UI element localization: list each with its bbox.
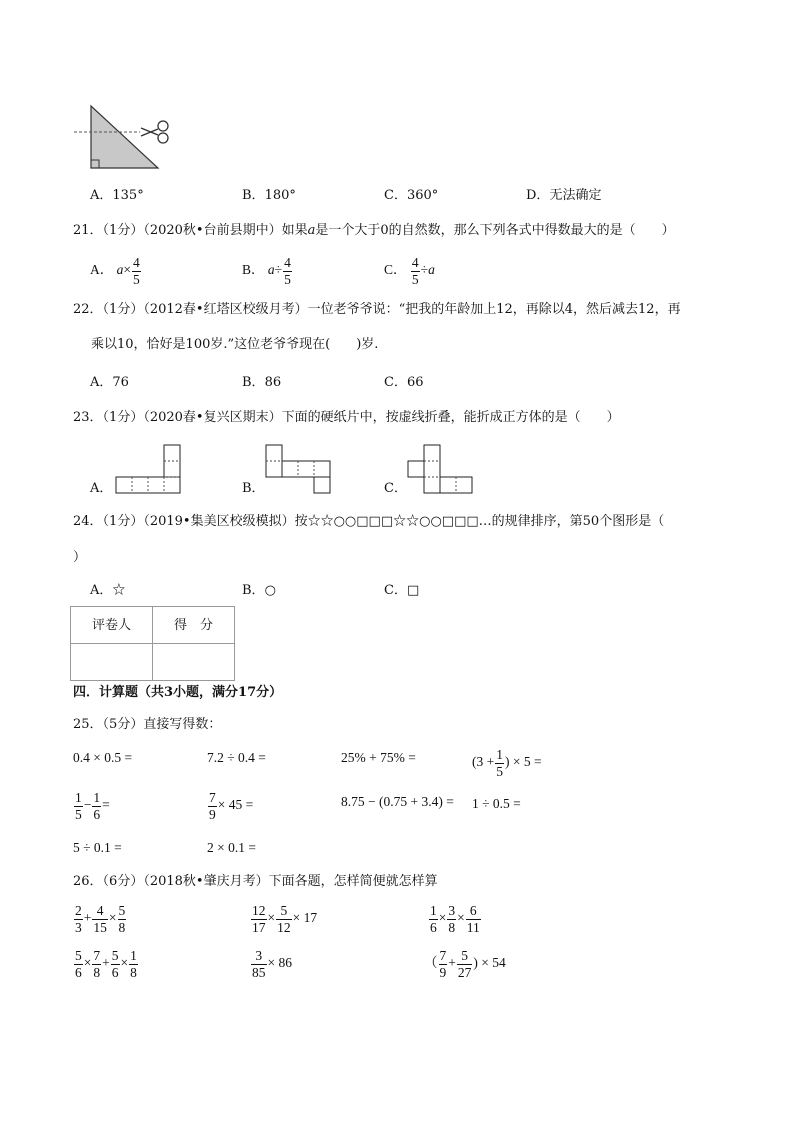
q25-expr-5: $\frac{1}{5}$ − $\frac{1}{6}$ = (75, 790, 110, 822)
q20-option-d: D．无法确定 (526, 188, 602, 203)
q24-option-a: A．☆ (90, 583, 126, 598)
q25-expr-2: 7.2 ÷ 0.4 = (207, 750, 266, 765)
q23-net-c (408, 445, 474, 495)
q23-option-b-label: B． (242, 481, 265, 496)
grader-cell[interactable] (71, 644, 153, 681)
q20-option-a: A．135° (90, 188, 144, 203)
triangle-cut-figure (70, 100, 180, 175)
q24-option-b: B．○ (242, 583, 276, 598)
q24-stem: 24．（1分）（2019•集美区校级模拟）按☆☆○○□□□☆☆○○□□□…的规律排序，第50个图形是（ (73, 514, 665, 529)
q24-option-c: C．□ (384, 583, 420, 598)
q25-expr-1: 0.4 × 0.5 = (73, 750, 133, 765)
score-table (70, 606, 235, 681)
q20-option-b: B．180° (242, 188, 296, 203)
scissors-icon (141, 121, 168, 143)
q22-option-b: B．86 (242, 375, 282, 390)
q21-stem: 21．（1分）（2020秋•台前县期中）如果a是一个大于0的自然数，那么下列各式中得数最大的是（ ） (73, 223, 675, 238)
q23-option-a-label: A． (90, 481, 113, 496)
q25-expr-10: 2 × 0.1 = (207, 840, 256, 855)
q22-stem-line1: 22．（1分）（2012春•红塔区校级月考）一位老爷爷说：“把我的年龄加上12，再除以4，然后减去12，再 (73, 302, 681, 317)
q23-net-a (116, 445, 182, 495)
q26-expr-3: $\frac{1}{6}$ × $\frac{3}{8}$ × $\frac{6}{11}$ (430, 903, 480, 935)
q25-expr-7: 8.75 − (0.75 + 3.4) = (341, 794, 454, 809)
q24-stem-end: ） (73, 550, 87, 565)
q23-stem: 23．（1分）（2020春•复兴区期末）下面的硬纸片中，按虚线折叠，能折成正方体的是（ ） (73, 410, 620, 425)
q25-expr-3: 25% + 75% = (341, 750, 416, 765)
q26-stem: 26．（6分）（2018秋•肇庆月考）下面各题，怎样简便就怎样算 (73, 874, 438, 889)
q25-stem: 25．（5分）直接写得数： (73, 717, 222, 732)
q21-option-b: B． a÷ $\frac{4}{5}$ (242, 255, 291, 287)
section4-title: 四．计算题（共3小题，满分17分） (73, 685, 283, 700)
right-triangle (91, 106, 158, 168)
score-header: 得 分 (153, 607, 235, 644)
q21-option-c: C． $\frac{4}{5}$ ÷a (384, 255, 435, 287)
q25-expr-9: 5 ÷ 0.1 = (73, 840, 122, 855)
q21-option-a: A． a× $\frac{4}{5}$ (90, 255, 140, 287)
q26-expr-6: （ $\frac{7}{9}$ + $\frac{5}{27}$ ) × 54 (424, 948, 506, 980)
q22-stem-line2: 乘以10，恰好是100岁.”这位老爷爷现在( )岁. (91, 337, 379, 352)
q25-expr-4: (3 + $\frac{1}{5}$ ) × 5 = (472, 747, 542, 779)
q23-option-c-label: C． (384, 481, 407, 496)
score-cell[interactable] (153, 644, 235, 681)
q26-expr-4: $\frac{5}{6}$ × $\frac{7}{8}$ + $\frac{5}{6}$ × $\frac{1}{8}$ (75, 948, 137, 980)
q25-expr-6: $\frac{7}{9}$ × 45 = (209, 790, 254, 822)
grader-header: 评卷人 (71, 607, 153, 644)
q22-option-a: A．76 (90, 375, 129, 390)
q26-expr-5: $\frac{3}{85}$ × 86 (252, 948, 292, 980)
q23-net-b (266, 445, 334, 495)
q25-expr-8: 1 ÷ 0.5 = (472, 796, 521, 811)
q26-expr-2: $\frac{12}{17}$ × $\frac{5}{12}$ × 17 (252, 903, 318, 935)
q26-expr-1: $\frac{2}{3}$ + $\frac{4}{15}$ × $\frac{5}{8}$ (75, 903, 126, 935)
q22-option-c: C．66 (384, 375, 424, 390)
q20-option-c: C．360° (384, 188, 439, 203)
